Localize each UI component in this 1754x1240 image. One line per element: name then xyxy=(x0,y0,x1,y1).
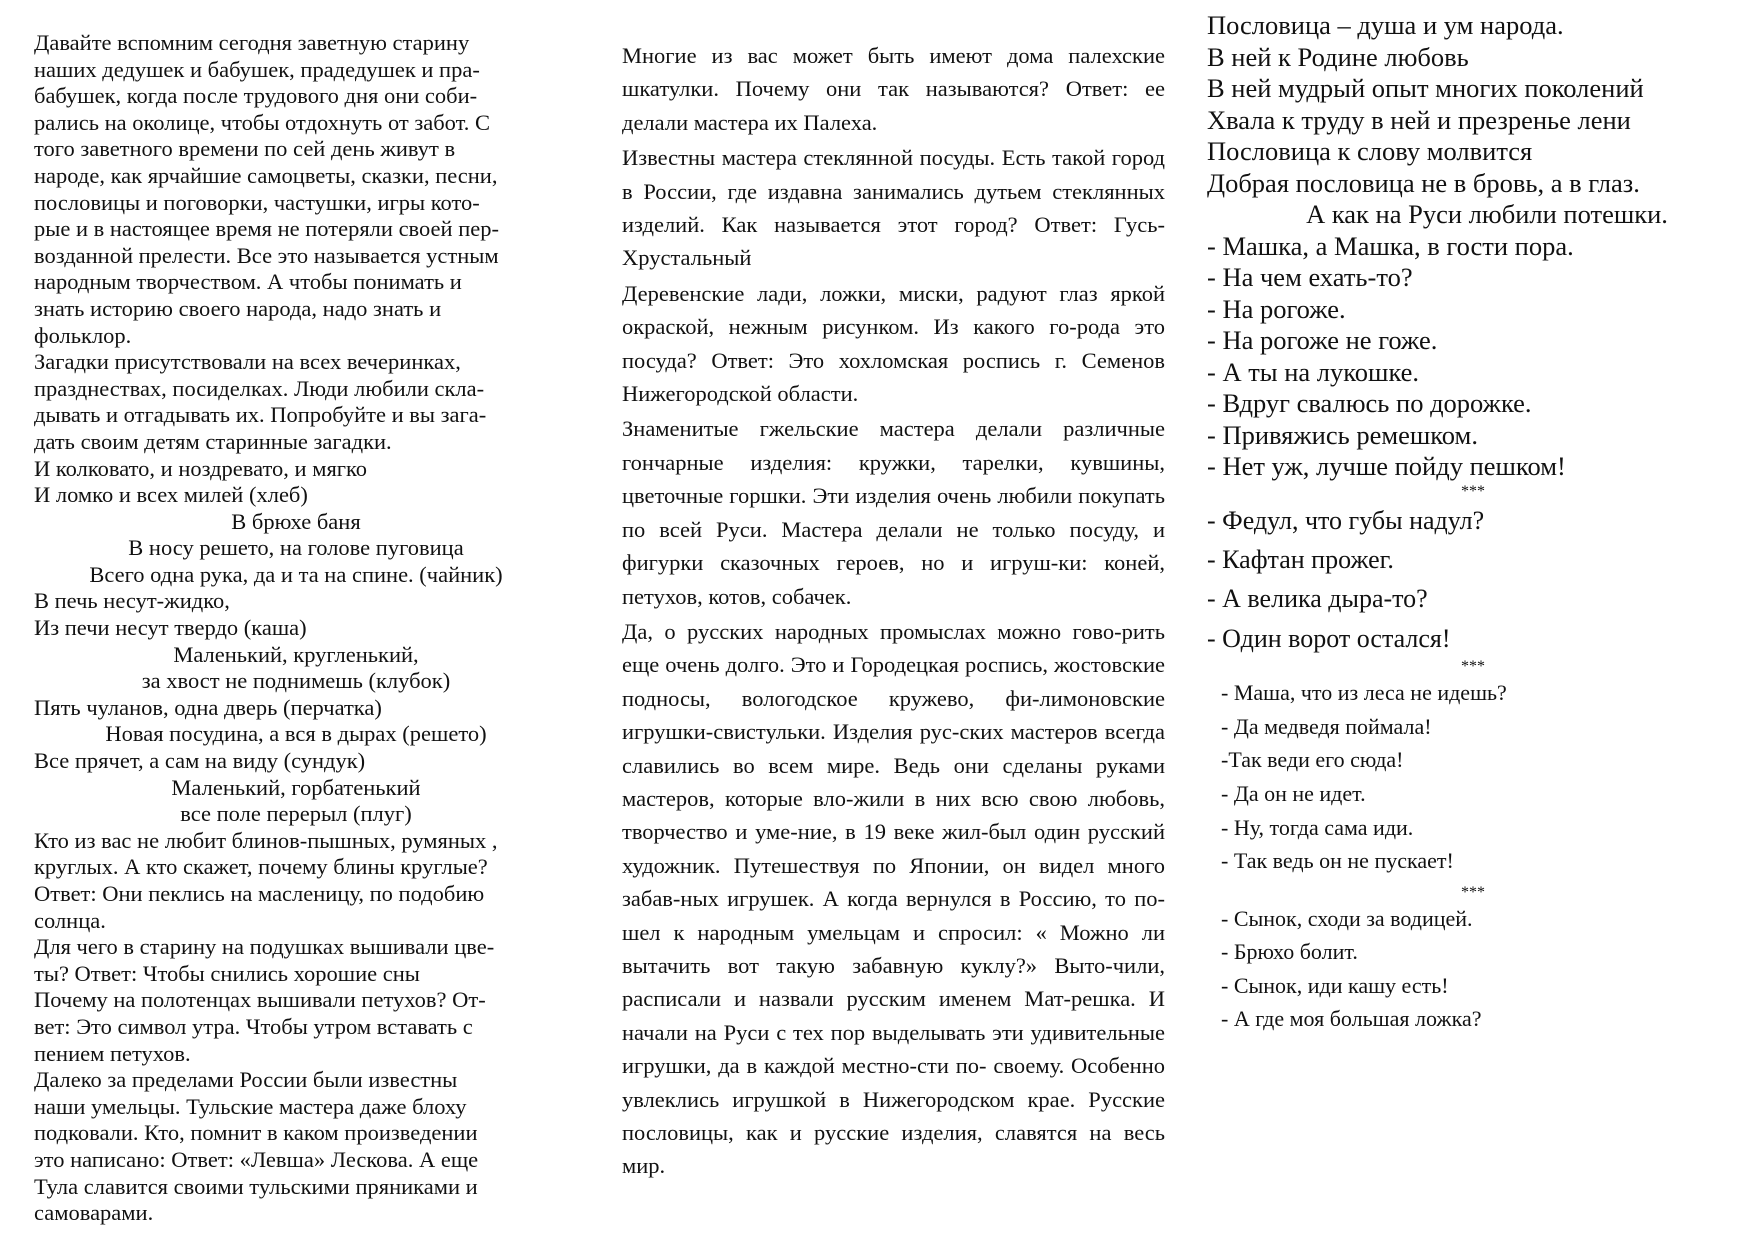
text-line: это написано: Ответ: «Левша» Лескова. А еще xyxy=(34,1146,479,1172)
dialogue-line: - Машка, а Машка, в гости пора. xyxy=(1207,230,1574,261)
text-line: Загадки присутствовали на всех вечеринках, xyxy=(34,349,461,375)
riddle-line: И ломко и всех милей (хлеб) xyxy=(34,482,308,508)
separator: *** xyxy=(1461,658,1485,676)
riddle-line: Из печи несут твердо (каша) xyxy=(34,615,307,641)
text-line: солнца. xyxy=(34,907,106,933)
text-line: празднествах, посиделках. Люди любили скла- xyxy=(34,375,485,401)
text-line: Для чего в старину на подушках вышивали цве- xyxy=(34,934,495,960)
paragraph-towels xyxy=(34,987,558,1067)
riddle-line: Все прячет, а сам на виду (сундук) xyxy=(34,748,366,774)
paragraph-glass: Известны мастера стеклянной посуды. Есть такой город в России, где издавна занимались дутьем стеклянных изделий. Как называется этот город? Ответ: Гусь-Хрустальный xyxy=(622,145,1165,271)
dialogue-line: - Сынок, сходи за водицей. xyxy=(1221,905,1473,931)
dialogue-4 xyxy=(1207,902,1727,1036)
text-line: Давайте вспомним сегодня заветную старину xyxy=(34,30,470,55)
dialogue-line: - А велика дыра-то? xyxy=(1207,584,1428,614)
text-line: того заветного времени по сей день живут в xyxy=(34,136,456,162)
text-line: рые и в настоящее время не потеряли своей пер- xyxy=(34,216,499,242)
dialogue-line: - Ну, тогда сама иди. xyxy=(1221,814,1414,840)
dialogue-line: - На рогоже не гоже. xyxy=(1207,325,1438,355)
dialogue-line: -Так веди его сюда! xyxy=(1221,747,1404,773)
text-line: круглых. А кто скажет, почему блины круглые? xyxy=(34,854,488,880)
dialogue-line: - На чем ехать-то? xyxy=(1207,262,1413,292)
dialogue-line: - Привяжись ремешком. xyxy=(1207,419,1478,450)
riddles xyxy=(34,456,558,828)
riddle-line: В брюхе баня xyxy=(231,508,361,534)
riddle-line: Всего одна рука, да и та на спине. (чайник) xyxy=(89,561,503,587)
column-left xyxy=(34,30,558,1227)
column-middle xyxy=(622,39,1165,1185)
riddle-line: Пять чуланов, одна дверь (перчатка) xyxy=(34,694,382,720)
text-line: ты? Ответ: Чтобы снились хорошие сны xyxy=(34,960,420,986)
text-line: Тула славится своими тульскими пряниками и xyxy=(34,1173,478,1199)
text-line: возданной прелести. Все это называется устным xyxy=(34,242,499,268)
dialogue-line: - Нет уж, лучше пойду пешком! xyxy=(1207,451,1566,481)
riddle-line: В носу решето, на голове пуговица xyxy=(128,535,464,561)
poem-line: Пословица к слову молвится xyxy=(1207,136,1533,166)
column-right xyxy=(1207,10,1727,1036)
text-line: Кто из вас не любит блинов-пышных, румяных , xyxy=(34,827,498,853)
dialogue-line: - Сынок, иди кашу есть! xyxy=(1221,972,1449,998)
text-line: бабушек, когда после трудового дня они соби- xyxy=(34,83,478,109)
text-line: знать историю своего народа, надо знать и xyxy=(34,295,442,321)
riddle-line: все поле перерыл (плуг) xyxy=(180,801,412,827)
separator: *** xyxy=(1461,883,1485,901)
dialogue-line: - Да он не идет. xyxy=(1221,780,1366,806)
dialogue-line: - А где моя большая ложка? xyxy=(1221,1006,1482,1032)
text-line: дать своим детям старинные загадки. xyxy=(34,428,392,454)
paragraph-palekh: Многие из вас может быть имеют дома палехские шкатулки. Почему они так называются? Ответ: ее делали мастера их Палеха. xyxy=(622,43,1165,135)
text-line: Почему на полотенцах вышивали петухов? От- xyxy=(34,987,486,1013)
riddle-line: Новая посудина, а вся в дырах (решето) xyxy=(105,721,487,747)
poem-line: Добрая пословица не в бровь, а в глаз. xyxy=(1207,167,1640,198)
dialogue-line: - На рогоже. xyxy=(1207,293,1346,324)
text-line: народе, как ярчайшие самоцветы, сказки, песни, xyxy=(34,162,498,188)
dialogue-line: - Так ведь он не пускает! xyxy=(1221,848,1454,874)
paragraph-pillows xyxy=(34,934,558,987)
paragraph-riddles-intro xyxy=(34,349,558,455)
text-line: рались на околице, чтобы отдохнуть от забот. С xyxy=(34,109,491,135)
section-heading: А как на Руси любили потешки. xyxy=(1306,199,1668,229)
riddle-line: за хвост не поднимешь (клубок) xyxy=(141,668,451,694)
dialogue-line: - Федул, что губы надул? xyxy=(1207,505,1485,535)
paragraph-khokhloma: Деревенские лади, ложки, миски, радуют глаз яркой окраской, нежным рисунком. Из какого го-рода это посуда? Ответ: Это хохломская роспись г. Семенов Нижегородской области. xyxy=(622,280,1165,407)
text-line: наши умельцы. Тульские мастера даже блоху xyxy=(34,1093,467,1119)
dialogue-line: - Один ворот остался! xyxy=(1207,623,1451,653)
poem-line: Хвала к труду в ней и презренье лени xyxy=(1207,104,1631,135)
dialogue-line: - Вдруг свалюсь по дорожке. xyxy=(1207,388,1532,418)
text-line: Ответ: Они пеклись на масленицу, по подобию xyxy=(34,881,485,906)
dialogue-1 xyxy=(1207,231,1727,483)
proverb-poem xyxy=(1207,10,1727,199)
dialogue-line: - А ты на лукошке. xyxy=(1207,356,1420,387)
separator: *** xyxy=(1461,482,1485,500)
dialogue-3 xyxy=(1207,676,1727,878)
text-line: фольклор. xyxy=(34,322,132,348)
poem-line: В ней мудрый опыт многих поколений xyxy=(1207,73,1644,103)
text-line: Далеко за пределами России были известны xyxy=(34,1067,458,1093)
riddle-line: И колковато, и ноздревато, и мягко xyxy=(34,455,368,481)
text-line: вет: Это символ утра. Чтобы утром вставать с xyxy=(34,1013,473,1039)
dialogue-2 xyxy=(1207,501,1727,659)
paragraph-intro xyxy=(34,30,558,349)
riddle-line: Маленький, горбатенький xyxy=(171,774,421,800)
poem-line: Пословица – душа и ум народа. xyxy=(1207,10,1564,40)
paragraph-tula xyxy=(34,1067,558,1227)
riddle-line: В печь несут-жидко, xyxy=(34,588,230,614)
text-line: пословицы и поговорки, частушки, игры кото- xyxy=(34,189,480,215)
dialogue-line: - Брюхо болит. xyxy=(1221,939,1358,965)
text-line: народным творчеством. А чтобы понимать и xyxy=(34,269,462,295)
poem-line: В ней к Родине любовь xyxy=(1207,41,1469,72)
dialogue-line: - Кафтан прожег. xyxy=(1207,544,1394,574)
paragraph-gzhel: Знаменитые гжельские мастера делали различные гончарные изделия: кружки, тарелки, кувшины, цветочные горшки. Эти изделия очень любили покупать по всей Руси. Мастера делали не только посуду, и фигурки сказочных героев, но и игруш-ки: коней, петухов, котов, собачек. xyxy=(622,416,1165,609)
paragraph-crafts: Да, о русских народных промыслах можно гово-рить еще очень долго. Это и Городецкая роспись, жостовские подносы, вологодское кружево, фи-лимоновские игрушки-свистульки. Изделия рус-ских мастеров всегда славились во всем мире. Ведь они сделаны руками мастеров, которые вло-жили в них всю свою любовь, творчество и уме-ние, в 19 веке жил-был один русский художник. Путешествуя по Японии, он видел много забав-ных игрушек. А когда вернулся в Россию, то по-шел к народным умельцам и спросил: « Можно ли вытачить вот такую забавную куклу?» Выто-чили, расписали и назвали русским именем Мат-решка. И начали на Руси с тех пор выделывать эти удивительные игрушки, да в каждой местно-сти по- своему. Особенно увлеклись игрушкой в Нижегородском крае. Русские пословицы, как и русские изделия, славятся на весь мир. xyxy=(622,618,1165,1179)
text-line: подковали. Кто, помнит в каком произведении xyxy=(34,1120,478,1146)
text-line: самоварами. xyxy=(34,1200,154,1226)
riddle-line: Маленький, кругленький, xyxy=(173,641,419,667)
dialogue-line: - Да медведя поймала! xyxy=(1221,713,1432,739)
paragraph-bliny xyxy=(34,828,558,934)
text-line: дывать и отгадывать их. Попробуйте и вы зага- xyxy=(34,402,487,428)
text-line: пением петухов. xyxy=(34,1040,191,1066)
dialogue-line: - Маша, что из леса не идешь? xyxy=(1221,680,1507,706)
text-line: наших дедушек и бабушек, прадедушек и пра- xyxy=(34,56,480,82)
